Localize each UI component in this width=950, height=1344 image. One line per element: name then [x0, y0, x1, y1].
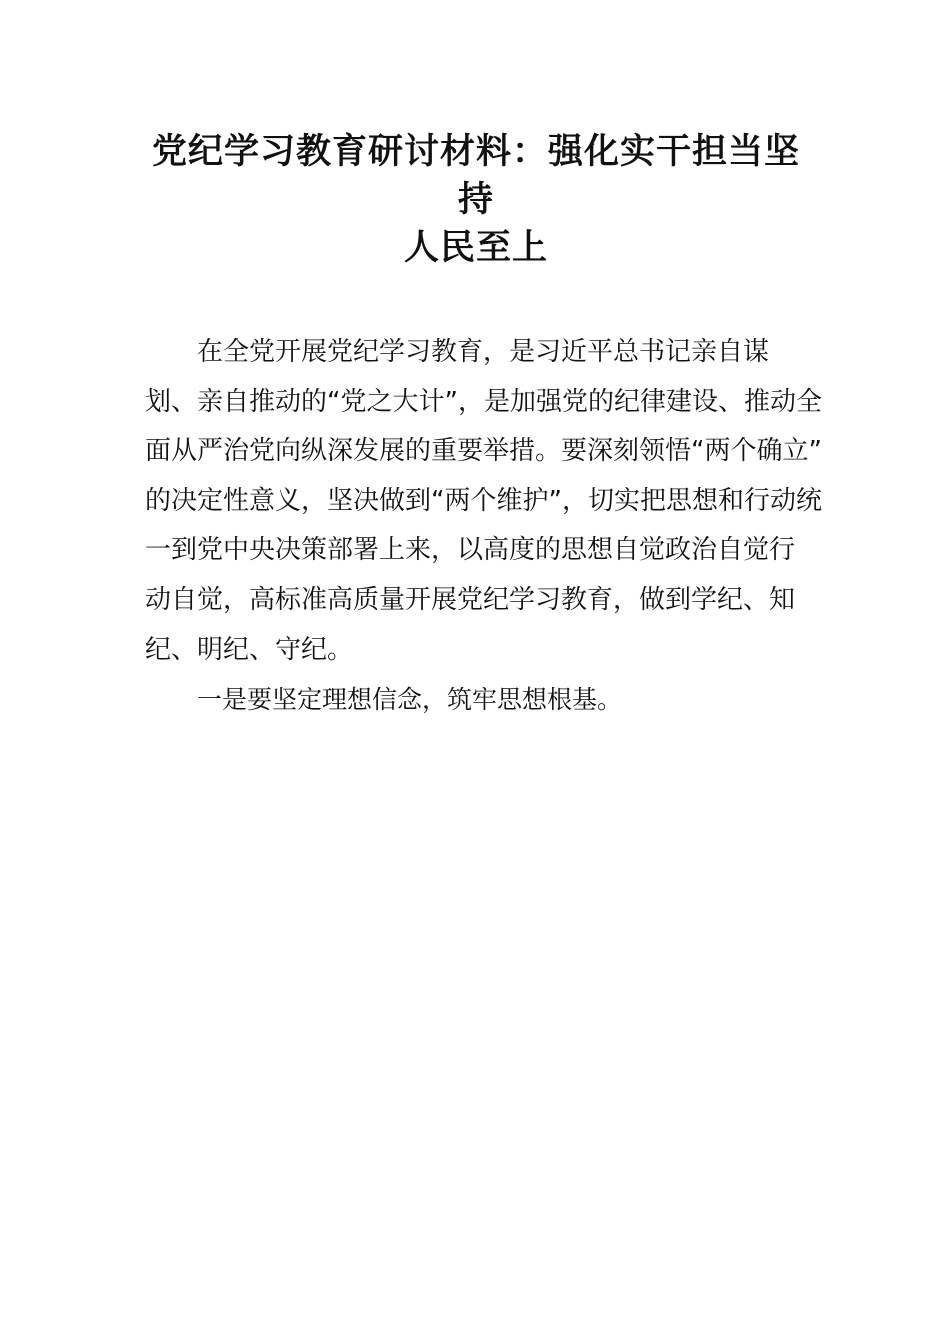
document-title	[145, 128, 807, 272]
title-line-2: 持	[457, 180, 494, 220]
paragraph-1-line-3: 面从严治党向纵深发展的重要举措。要深刻领悟“两个确立”	[145, 436, 822, 467]
paragraph-1-line-5: 一到党中央决策部署上来，以高度的思想自觉政治自觉行	[145, 535, 796, 566]
paragraph-1-line-7: 纪、明纪、守纪。	[145, 634, 354, 665]
title-line-1: 党纪学习教育研讨材料：强化实干担当坚	[151, 132, 800, 172]
title-line-3: 人民至上	[403, 228, 548, 268]
paragraph-1-line-6: 动自觉，高标准高质量开展党纪学习教育，做到学纪、知	[145, 584, 796, 615]
paragraph-1	[145, 328, 822, 675]
paragraph-1-line-4: 的决定性意义，坚决做到“两个维护”，切实把思想和行动统	[145, 485, 822, 516]
document-body	[145, 328, 822, 725]
paragraph-1-line-1: 在全党开展党纪学习教育，是习近平总书记亲自谋	[197, 337, 770, 367]
paragraph-1-line-2: 划、亲自推动的“党之大计”，是加强党的纪律建设、推动全	[145, 386, 822, 417]
paragraph-2: 一是要坚定理想信念，筑牢思想根基。	[197, 685, 623, 715]
